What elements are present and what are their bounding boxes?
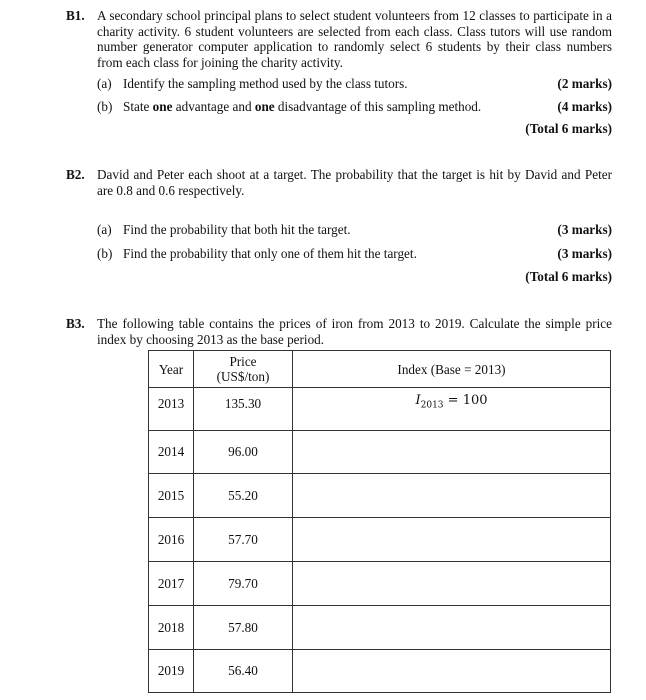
header-price: Price (US$/ton)	[194, 351, 293, 388]
table-row	[149, 518, 611, 562]
question-b1	[66, 8, 612, 70]
question-text: The following table contains the prices of iron from 2013 to 2019. Calculate the simple price index by choosing 2013 as the base period.	[97, 316, 612, 347]
cell-year: 2017	[149, 562, 194, 606]
cell-price: 57.70	[194, 518, 293, 562]
cell-price: 79.70	[194, 562, 293, 606]
cell-index	[293, 562, 611, 606]
cell-year: 2014	[149, 431, 194, 474]
cell-index	[293, 474, 611, 518]
part-marks: (4 marks)	[557, 99, 612, 114]
question-part	[97, 246, 612, 264]
cell-price: 55.20	[194, 474, 293, 518]
table-row	[149, 606, 611, 650]
question-number: B2.	[66, 167, 85, 182]
question-part	[97, 99, 612, 117]
cell-price: 56.40	[194, 650, 293, 693]
part-text: State one advantage and one disadvantage of this sampling method.	[123, 99, 482, 114]
table-header-row	[149, 351, 611, 388]
cell-year: 2015	[149, 474, 194, 518]
header-index: Index (Base = 2013)	[293, 351, 611, 388]
table-row	[149, 650, 611, 693]
question-part	[97, 222, 612, 240]
cell-price: 135.30	[194, 388, 293, 431]
part-text: Find the probability that only one of them hit the target.	[123, 246, 417, 261]
table-row	[149, 562, 611, 606]
question-text: David and Peter each shoot at a target. The probability that the target is hit by David and Peter are 0.8 and 0.6 respectively.	[97, 167, 612, 198]
part-marks: (2 marks)	[557, 76, 612, 91]
table-row	[149, 474, 611, 518]
question-text: A secondary school principal plans to select student volunteers from 12 classes to participate in a charity activity. 6 student volunteers are selected from each class. Class tutors will use random number generator computer application to randomly select 6 students by their class numbers from each class for joining the charity activity.	[97, 8, 612, 70]
cell-year: 2018	[149, 606, 194, 650]
part-marks: (3 marks)	[557, 246, 612, 261]
cell-price: 96.00	[194, 431, 293, 474]
cell-index	[293, 650, 611, 693]
table-row	[149, 431, 611, 474]
question-b2	[66, 167, 612, 198]
cell-year: 2013	[149, 388, 194, 431]
header-year: Year	[149, 351, 194, 388]
part-text: Identify the sampling method used by the class tutors.	[123, 76, 408, 91]
total-marks: (Total 6 marks)	[525, 269, 612, 284]
index-formula: $I_{2013} = 100$	[415, 393, 488, 411]
cell-index	[293, 388, 611, 431]
cell-year: 2019	[149, 650, 194, 693]
cell-index	[293, 518, 611, 562]
part-marks: (3 marks)	[557, 222, 612, 237]
total-marks: (Total 6 marks)	[525, 121, 612, 136]
question-number: B3.	[66, 316, 85, 331]
part-label: (b)	[97, 99, 113, 114]
cell-price: 57.80	[194, 606, 293, 650]
table-row	[149, 388, 611, 431]
part-label: (a)	[97, 222, 112, 237]
part-text: Find the probability that both hit the target.	[123, 222, 351, 237]
price-table	[148, 350, 611, 693]
part-label: (a)	[97, 76, 112, 91]
question-b3	[66, 316, 612, 347]
question-part	[97, 76, 612, 94]
cell-index	[293, 606, 611, 650]
cell-index	[293, 431, 611, 474]
part-label: (b)	[97, 246, 113, 261]
cell-year: 2016	[149, 518, 194, 562]
question-number: B1.	[66, 8, 85, 23]
